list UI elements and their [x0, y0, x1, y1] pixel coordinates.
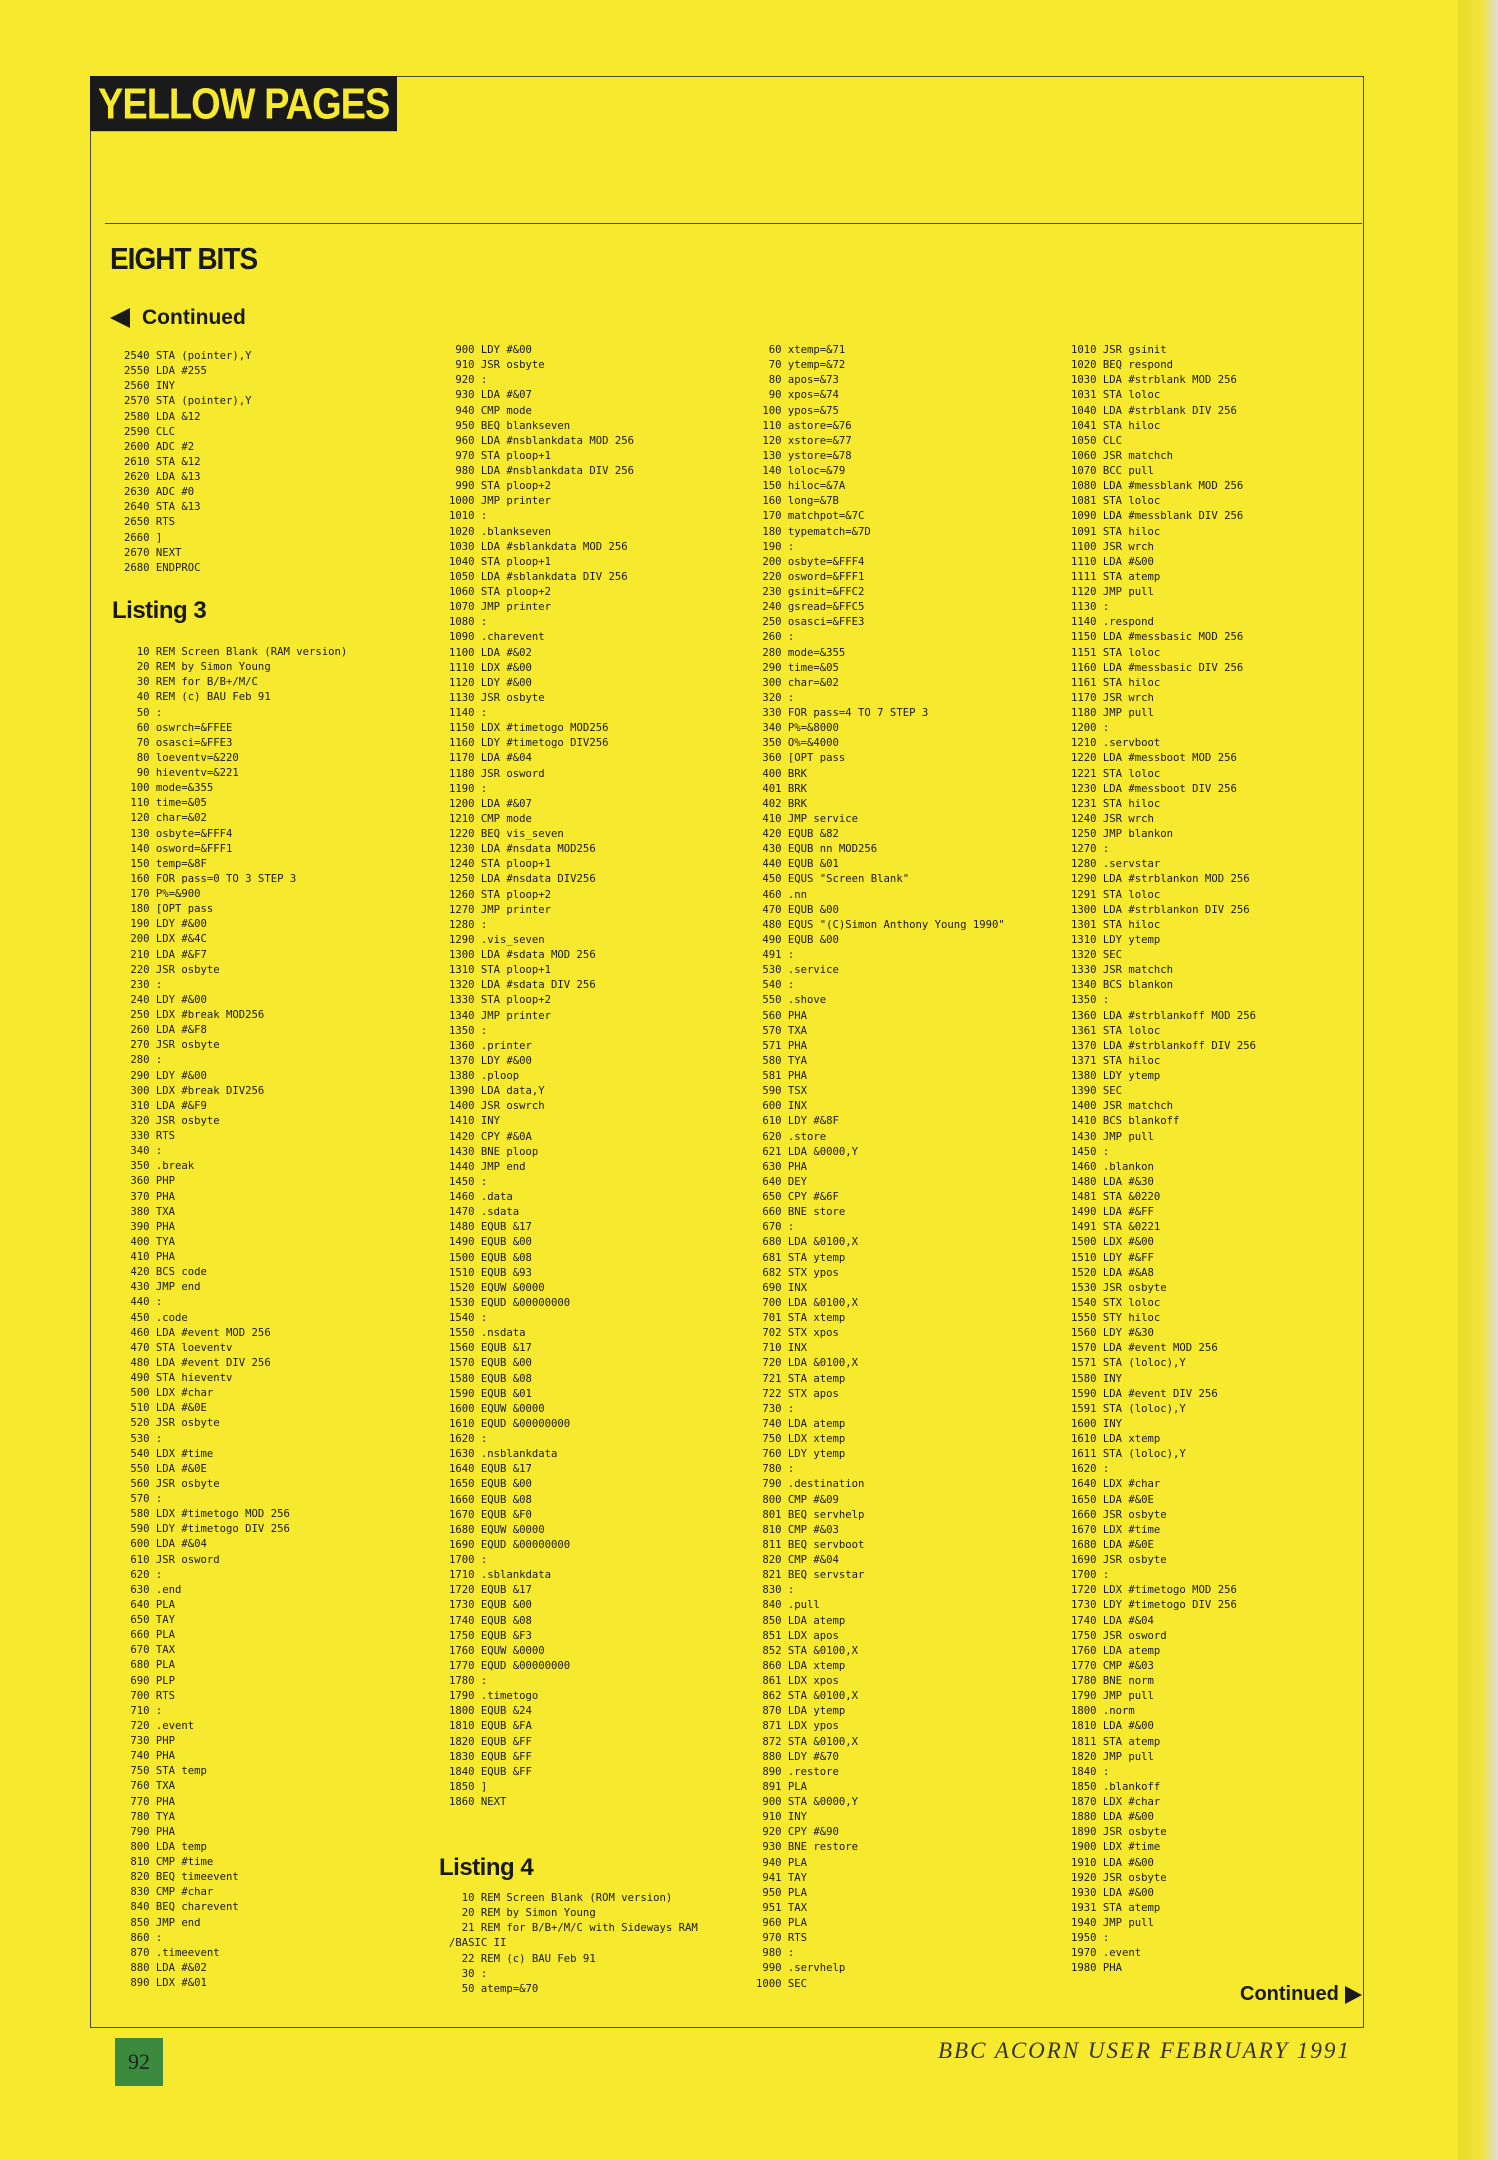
continued-label: Continued — [142, 306, 246, 329]
code-listing-column-2b: 10 REM Screen Blank (ROM version) 20 REM by Simon Young 21 REM for B/B+/M/C with Sideways RAM /BASIC II 22 REM (c) BAU Feb 91 30 : 50 atemp=&70 — [449, 1892, 698, 1995]
arrow-right-icon — [1345, 1986, 1362, 2004]
code-listing-column-1a: 2540 STA (pointer),Y 2550 LDA #255 2560 INY 2570 STA (pointer),Y 2580 LDA &12 2590 CLC 2600 ADC #2 2610 STA &12 2620 LDA &13 2630 ADC #0 2640 STA &13 2650 RTS 2660 ] 2670 NEXT 2680 ENDPROC — [124, 350, 252, 574]
magazine-footer: BBC ACORN USER FEBRUARY 1991 — [938, 2038, 1351, 2063]
code-listing-column-1b: 10 REM Screen Blank (RAM version) 20 REM by Simon Young 30 REM for B/B+/M/C 40 REM (c) BAU Feb 91 50 : 60 oswrch=&FFEE 70 osasci=&FFE3 80 loeventv=&220 90 hieventv=&221 100 mode=&355 110 time=&05 120 char=&02 130 osbyte=&FFF4 140 osword=&FFF1 150 temp=&8F 160 FOR pass=0 TO 3 STEP 3 170 P%=&900 180 [OPT pass 190 LDY #&00 200 LDX #&4C 210 LDA #&F7 220 JSR osbyte 230 : 240 LDY #&00 250 LDX #break MOD256 260 LDA #&F8 270 JSR osbyte 280 : 290 LDY #&00 300 LDX #break DIV256 310 LDA #&F9 320 JSR osbyte 330 RTS 340 : 350 .break 360 PHP 370 PHA 380 TXA 390 PHA 400 TYA 410 PHA 420 BCS code 430 JMP end 440 : 450 .code 460 LDA #event MOD 256 470 STA loeventv 480 LDA #event DIV 256 490 STA hieventv 500 LDX #char 510 LDA #&0E 520 JSR osbyte 530 : 540 LDX #time 550 LDA #&0E 560 JSR osbyte 570 : 580 LDX #timetogo MOD 256 590 LDY #timetogo DIV 256 600 LDA #&04 610 JSR osword 620 : 630 .end 640 PLA 650 TAY 660 PLA 670 TAX 680 PLA 690 PLP 700 RTS 710 : 720 .event 730 PHP 740 PHA 750 STA temp 760 TXA 770 PHA 780 TYA 790 PHA 800 LDA temp 810 CMP #time 820 BEQ timeevent 830 CMP #char 840 BEQ charevent 850 JMP end 860 : 870 .timeevent 880 LDA #&02 890 LDX #&01 — [130, 646, 348, 1989]
code-listing-column-3: 60 xtemp=&71 70 ytemp=&72 80 apos=&73 90 xpos=&74 100 ypos=&75 110 astore=&76 120 xstore=&77 130 ystore=&78 140 loloc=&79 150 hiloc=&7A 160 long=&7B 170 matchpot=&7C 180 typematch=&7D 190 : 200 osbyte=&FFF4 220 osword=&FFF1 230 gsinit=&FFC2 240 gsread=&FFC5 250 osasci=&FFE3 260 : 280 mode=&355 290 time=&05 300 char=&02 320 : 330 FOR pass=4 TO 7 STEP 3 340 P%=&8000 350 O%=&4000 360 [OPT pass 400 BRK 401 BRK 402 BRK 410 JMP service 420 EQUB &82 430 EQUB nn MOD256 440 EQUB &01 450 EQUS "Screen Blank" 460 .nn 470 EQUB &00 480 EQUS "(C)Simon Anthony Young 1990" 490 EQUB &00 491 : 530 .service 540 : 550 .shove 560 PHA 570 TXA 571 PHA 580 TYA 581 PHA 590 TSX 600 INX 610 LDY #&8F 620 .store 621 LDA &0000,Y 630 PHA 640 DEY 650 CPY #&6F 660 BNE store 670 : 680 LDA &0100,X 681 STA ytemp 682 STX ypos 690 INX 700 LDA &0100,X 701 STA xtemp 702 STX xpos 710 INX 720 LDA &0100,X 721 STA atemp 722 STX apos 730 : 740 LDA atemp 750 LDX xtemp 760 LDY ytemp 780 : 790 .destination 800 CMP #&09 801 BEQ servhelp 810 CMP #&03 811 BEQ servboot 820 CMP #&04 821 BEQ servstar 830 : 840 .pull 850 LDA atemp 851 LDX apos 852 STA &0100,X 860 LDA xtemp 861 LDX xpos 862 STA &0100,X 870 LDA ytemp 871 LDX ypos 872 STA &0100,X 880 LDY #&70 890 .restore 891 PLA 900 STA &0000,Y 910 INY 920 CPY #&90 930 BNE restore 940 PLA 941 TAY 950 PLA 951 TAX 960 PLA 970 RTS 980 : 990 .servhelp 1000 SEC — [756, 344, 1005, 1990]
listing-4-heading: Listing 4 — [439, 1854, 534, 1881]
continued-from-previous[interactable] — [110, 306, 246, 330]
section-title: EIGHT BITS — [110, 241, 258, 276]
code-listing-column-4: 1010 JSR gsinit 1020 BEQ respond 1030 LDA #strblank MOD 256 1031 STA loloc 1040 LDA #strblank DIV 256 1041 STA hiloc 1050 CLC 1060 JSR matchch 1070 BCC pull 1080 LDA #messblank MOD 256 1081 STA loloc 1090 LDA #messblank DIV 256 1091 STA hiloc 1100 JSR wrch 1110 LDA #&00 1111 STA atemp 1120 JMP pull 1130 : 1140 .respond 1150 LDA #messbasic MOD 256 1151 STA loloc 1160 LDA #messbasic DIV 256 1161 STA hiloc 1170 JSR wrch 1180 JMP pull 1200 : 1210 .servboot 1220 LDA #messboot MOD 256 1221 STA loloc 1230 LDA #messboot DIV 256 1231 STA hiloc 1240 JSR wrch 1250 JMP blankon 1270 : 1280 .servstar 1290 LDA #strblankon MOD 256 1291 STA loloc 1300 LDA #strblankon DIV 256 1301 STA hiloc 1310 LDY ytemp 1320 SEC 1330 JSR matchch 1340 BCS blankon 1350 : 1360 LDA #strblankoff MOD 256 1361 STA loloc 1370 LDA #strblankoff DIV 256 1371 STA hiloc 1380 LDY ytemp 1390 SEC 1400 JSR matchch 1410 BCS blankoff 1430 JMP pull 1450 : 1460 .blankon 1480 LDA #&30 1481 STA &0220 1490 LDA #&FF 1491 STA &0221 1500 LDX #&00 1510 LDY #&FF 1520 LDA #&A8 1530 JSR osbyte 1540 STX loloc 1550 STY hiloc 1560 LDY #&30 1570 LDA #event MOD 256 1571 STA (loloc),Y 1580 INY 1590 LDA #event DIV 256 1591 STA (loloc),Y 1600 INY 1610 LDA xtemp 1611 STA (loloc),Y 1620 : 1640 LDX #char 1650 LDA #&0E 1660 JSR osbyte 1670 LDX #time 1680 LDA #&0E 1690 JSR osbyte 1700 : 1720 LDX #timetogo MOD 256 1730 LDY #timetogo DIV 256 1740 LDA #&04 1750 JSR osword 1760 LDA atemp 1770 CMP #&03 1780 BNE norm 1790 JMP pull 1800 .norm 1810 LDA #&00 1811 STA atemp 1820 JMP pull 1840 : 1850 .blankoff 1870 LDX #char 1880 LDA #&00 1890 JSR osbyte 1900 LDX #time 1910 LDA #&00 1920 JSR osbyte 1930 LDA #&00 1931 STA atemp 1940 JMP pull 1950 : 1970 .event 1980 PHA — [1071, 344, 1256, 1975]
page-number: 92 — [115, 2038, 163, 2086]
code-listing-column-2a: 900 LDY #&00 910 JSR osbyte 920 : 930 LDA #&07 940 CMP mode 950 BEQ blankseven 960 LDA #nsblankdata MOD 256 970 STA ploop+1 980 LDA #nsblankdata DIV 256 990 STA ploop+2 1000 JMP printer 1010 : 1020 .blankseven 1030 LDA #sblankdata MOD 256 1040 STA ploop+1 1050 LDA #sblankdata DIV 256 1060 STA ploop+2 1070 JMP printer 1080 : 1090 .charevent 1100 LDA #&02 1110 LDX #&00 1120 LDY #&00 1130 JSR osbyte 1140 : 1150 LDX #timetogo MOD256 1160 LDY #timetogo DIV256 1170 LDA #&04 1180 JSR osword 1190 : 1200 LDA #&07 1210 CMP mode 1220 BEQ vis_seven 1230 LDA #nsdata MOD256 1240 STA ploop+1 1250 LDA #nsdata DIV256 1260 STA ploop+2 1270 JMP printer 1280 : 1290 .vis_seven 1300 LDA #sdata MOD 256 1310 STA ploop+1 1320 LDA #sdata DIV 256 1330 STA ploop+2 1340 JMP printer 1350 : 1360 .printer 1370 LDY #&00 1380 .ploop 1390 LDA data,Y 1400 JSR oswrch 1410 INY 1420 CPY #&0A 1430 BNE ploop 1440 JMP end 1450 : 1460 .data 1470 .sdata 1480 EQUB &17 1490 EQUB &00 1500 EQUB &08 1510 EQUB &93 1520 EQUW &0000 1530 EQUD &00000000 1540 : 1550 .nsdata 1560 EQUB &17 1570 EQUB &00 1580 EQUB &08 1590 EQUB &01 1600 EQUW &0000 1610 EQUD &00000000 1620 : 1630 .nsblankdata 1640 EQUB &17 1650 EQUB &00 1660 EQUB &08 1670 EQUB &F0 1680 EQUW &0000 1690 EQUD &00000000 1700 : 1710 .sblankdata 1720 EQUB &17 1730 EQUB &00 1740 EQUB &08 1750 EQUB &F3 1760 EQUW &0000 1770 EQUD &00000000 1780 : 1790 .timetogo 1800 EQUB &24 1810 EQUB &FA 1820 EQUB &FF 1830 EQUB &FF 1840 EQUB &FF 1850 ] 1860 NEXT — [449, 344, 634, 1808]
arrow-left-icon — [110, 308, 130, 328]
continued-on-next[interactable] — [1240, 1983, 1362, 2006]
page-title: YELLOW PAGES — [90, 76, 397, 131]
page-binding-edge — [1458, 0, 1498, 2160]
listing-3-heading: Listing 3 — [112, 597, 207, 624]
header-rule — [105, 223, 1362, 224]
continued-label: Continued — [1240, 1983, 1339, 2005]
